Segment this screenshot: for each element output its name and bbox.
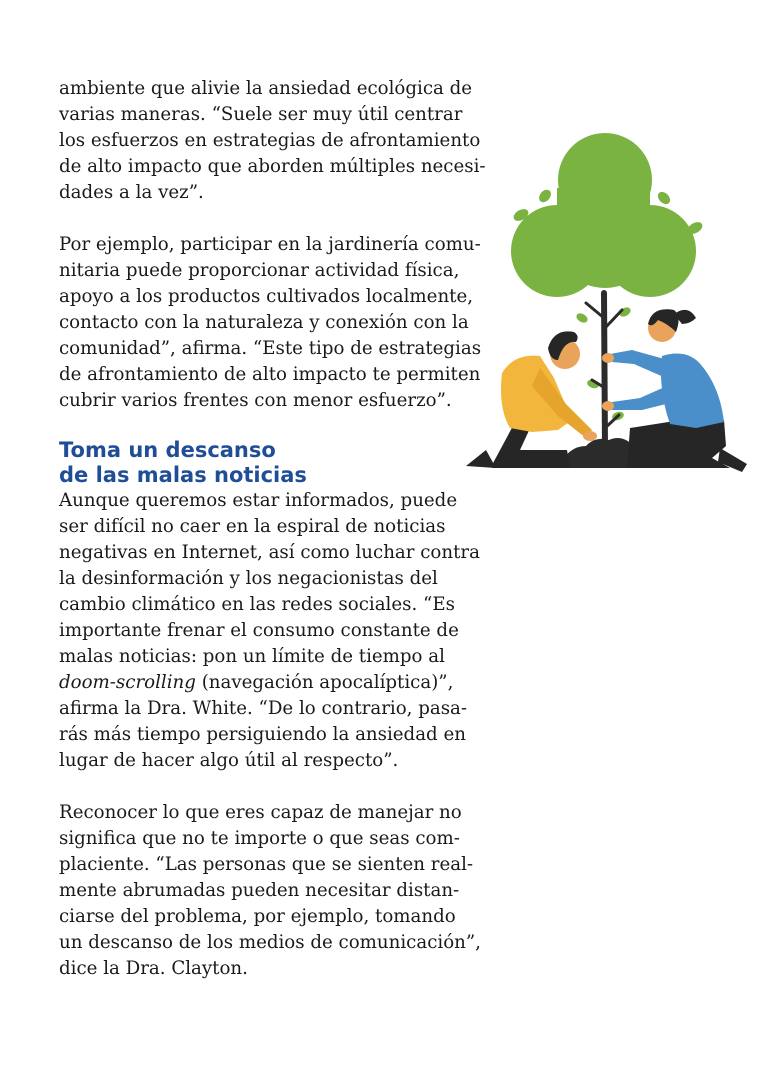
text-line: significa que no te importe o que seas com- — [59, 828, 460, 849]
text-line: los esfuerzos en estrategias de afrontamiento — [59, 130, 481, 151]
text-line: dades a la vez”. — [59, 182, 204, 203]
paragraph-1 — [59, 76, 499, 206]
text-line: de afrontamiento de alto impacto te permiten — [59, 364, 481, 385]
text-line: ciarse del problema, por ejemplo, tomando — [59, 906, 456, 927]
text-line-with-italic — [59, 670, 499, 696]
text-line: afirma la Dra. White. “De lo contrario, pasa- — [59, 698, 468, 719]
text-line: Reconocer lo que eres capaz de manejar no — [59, 802, 462, 823]
text-line: rás más tiempo persiguiendo la ansiedad en — [59, 724, 466, 745]
heading-line: de las malas noticias — [59, 463, 307, 487]
text-line: un descanso de los medios de comunicación”, — [59, 932, 481, 953]
text-line: placiente. “Las personas que se sienten real- — [59, 854, 474, 875]
article-text-column — [59, 76, 499, 982]
text-line: importante frenar el consumo constante de — [59, 620, 459, 641]
paragraph-4 — [59, 800, 499, 982]
text-line: la desinformación y los negacionistas del — [59, 568, 438, 589]
text-line: ambiente que alivie la ansiedad ecológica de — [59, 78, 473, 99]
text-line: malas noticias: pon un límite de tiempo al — [59, 646, 445, 667]
paragraph-2 — [59, 232, 499, 414]
text-line: negativas en Internet, así como luchar contra — [59, 542, 480, 563]
text-line: cubrir varios frentes con menor esfuerzo”. — [59, 390, 452, 411]
text-line: Por ejemplo, participar en la jardinería comu- — [59, 234, 481, 255]
section-heading — [59, 438, 499, 488]
text-line: lugar de hacer algo útil al respecto”. — [59, 750, 399, 771]
tree-planting-illustration — [462, 128, 754, 478]
italic-term: doom-scrolling — [59, 672, 196, 693]
text-line: cambio climático en las redes sociales. “Es — [59, 594, 455, 615]
text-line: apoyo a los productos cultivados localmente, — [59, 286, 474, 307]
text-line: comunidad”, afirma. “Este tipo de estrategias — [59, 338, 482, 359]
text-line: ser difícil no caer en la espiral de noticias — [59, 516, 446, 537]
text-line: dice la Dra. Clayton. — [59, 958, 248, 979]
text-line: de alto impacto que aborden múltiples necesi- — [59, 156, 486, 177]
paragraph-3 — [59, 488, 499, 774]
text-line: Aunque queremos estar informados, puede — [59, 490, 458, 511]
tree-trunk-icon — [586, 293, 622, 450]
text-fragment: (navegación apocalíptica)”, — [195, 672, 454, 693]
heading-line: Toma un descanso — [59, 438, 276, 462]
text-line: contacto con la naturaleza y conexión con la — [59, 312, 469, 333]
text-line: mente abrumadas pueden necesitar distan- — [59, 880, 460, 901]
text-line: varias maneras. “Suele ser muy útil centrar — [59, 104, 463, 125]
text-line: nitaria puede proporcionar actividad física, — [59, 260, 460, 281]
